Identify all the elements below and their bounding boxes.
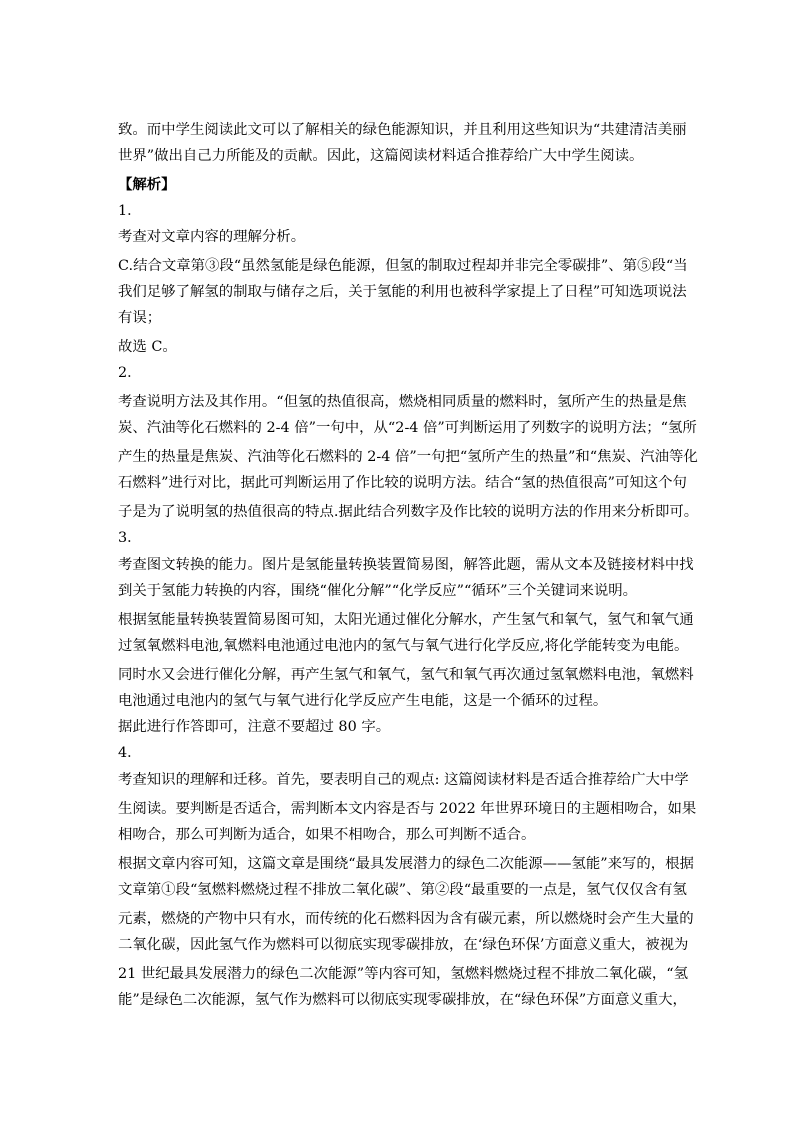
item-number: 1． — [118, 203, 142, 219]
text-line: 生阅读。要判断是否适合，需判断本文内容是否与 2022 年世界环境日的主题相吻合，如果 — [118, 801, 697, 817]
text-line: 电池通过电池内的氢气与氧气进行化学反应产生电能，这是一个循环的过程。 — [118, 693, 608, 709]
text-line: 过氢氧燃料电池,氧燃料电池通过电池内的氢气与氧气进行化学反应,将化学能转变为电能。 — [118, 638, 689, 654]
text-line: 能”是绿色二次能源，氢气作为燃料可以彻底实现零碳排放，在“绿色环保”方面意义重大， — [118, 992, 687, 1008]
text-line: 到关于氢能力转换的内容，围绕“催化分解”“化学反应”“循环”三个关键词来说明。 — [118, 583, 638, 599]
text-line: 考查对文章内容的理解分析。 — [118, 229, 306, 245]
item-number: 3． — [118, 530, 142, 546]
text-line: 文章第①段“氢燃料燃烧过程不排放二氧化碳”、第②段“最重要的一点是，氢气仅仅含有氢 — [118, 882, 687, 898]
text-line: C.结合文章第③段“虽然氢能是绿色能源，但氢的制取过程却并非完全零碳排”、第⑤段“当 — [118, 258, 688, 274]
item-number: 2． — [118, 365, 142, 381]
text-line: 有误； — [118, 310, 162, 326]
text-line: 故选 C。 — [118, 339, 177, 355]
text-line: 世界”做出自己力所能及的贡献。因此，这篇阅读材料适合推荐给广大中学生阅读。 — [118, 148, 644, 164]
text-line: 相吻合，那么可判断为适合，如果不相吻合，那么可判断不适合。 — [118, 827, 536, 843]
text-line: 石燃料”进行对比，据此可判断运用了作比较的说明方法。结合“氢的热值很高”可知这个句 — [118, 475, 687, 491]
text-line: 子是为了说明氢的热值很高的特点.据此结合列数字及作比较的说明方法的作用来分析即可。 — [118, 504, 699, 520]
text-line: 考查知识的理解和迁移。首先，要表明自己的观点: 这篇阅读材料是否适合推荐给广大中学 — [118, 772, 689, 788]
text-line: 炭、汽油等化石燃料的 2-4 倍”一句中，从“2-4 倍”可判断运用了列数字的说明方法；“氢所 — [118, 420, 697, 436]
text-line: 致。而中学生阅读此文可以了解相关的绿色能源知识，并且利用这些知识为“共建清洁美丽 — [118, 122, 687, 138]
text-line: 二氧化碳，因此氢气作为燃料可以彻底实现零碳排放，在‘绿色环保’方面意义重大，被视为 — [118, 937, 689, 953]
text-line: 21 世纪最具发展潜力的绿色二次能源”等内容可知，氢燃料燃烧过程不排放二氧化碳，“氢 — [118, 966, 689, 982]
text-line: 考查说明方法及其作用。“但氢的热值很高，燃烧相同质量的燃料时，氢所产生的热量是焦 — [118, 394, 687, 410]
text-line: 据此进行作答即可，注意不要超过 80 字。 — [118, 719, 391, 735]
text-line: 我们足够了解氢的制取与储存之后，关于氢能的利用也被科学家提上了日程”可知选项说法 — [118, 284, 687, 300]
text-line: 元素，燃烧的产物中只有水，而传统的化石燃料因为含有碳元素，所以燃烧时会产生大量的 — [118, 911, 694, 927]
text-line: 根据文章内容可知，这篇文章是围绕“最具发展潜力的绿色二次能源——氢能”来写的，根据 — [118, 856, 694, 872]
text-line: 产生的热量是焦炭、汽油等化石燃料的 2-4 倍”一句把“氢所产生的热量”和“焦炭、汽油等化 — [118, 449, 698, 465]
item-number: 4． — [118, 745, 142, 761]
text-line: 根据氢能量转换装置简易图可知，太阳光通过催化分解水，产生氢气和氧气，氢气和氧气通 — [118, 612, 694, 628]
text-line: 同时水又会进行催化分解，再产生氢气和氧气，氢气和氧气再次通过氢氧燃料电池，氧燃料 — [118, 667, 694, 683]
section-heading: 【解析】 — [118, 177, 176, 193]
text-line: 考查图文转换的能力。图片是氢能量转换装置简易图，解答此题，需从文本及链接材料中找 — [118, 557, 694, 573]
